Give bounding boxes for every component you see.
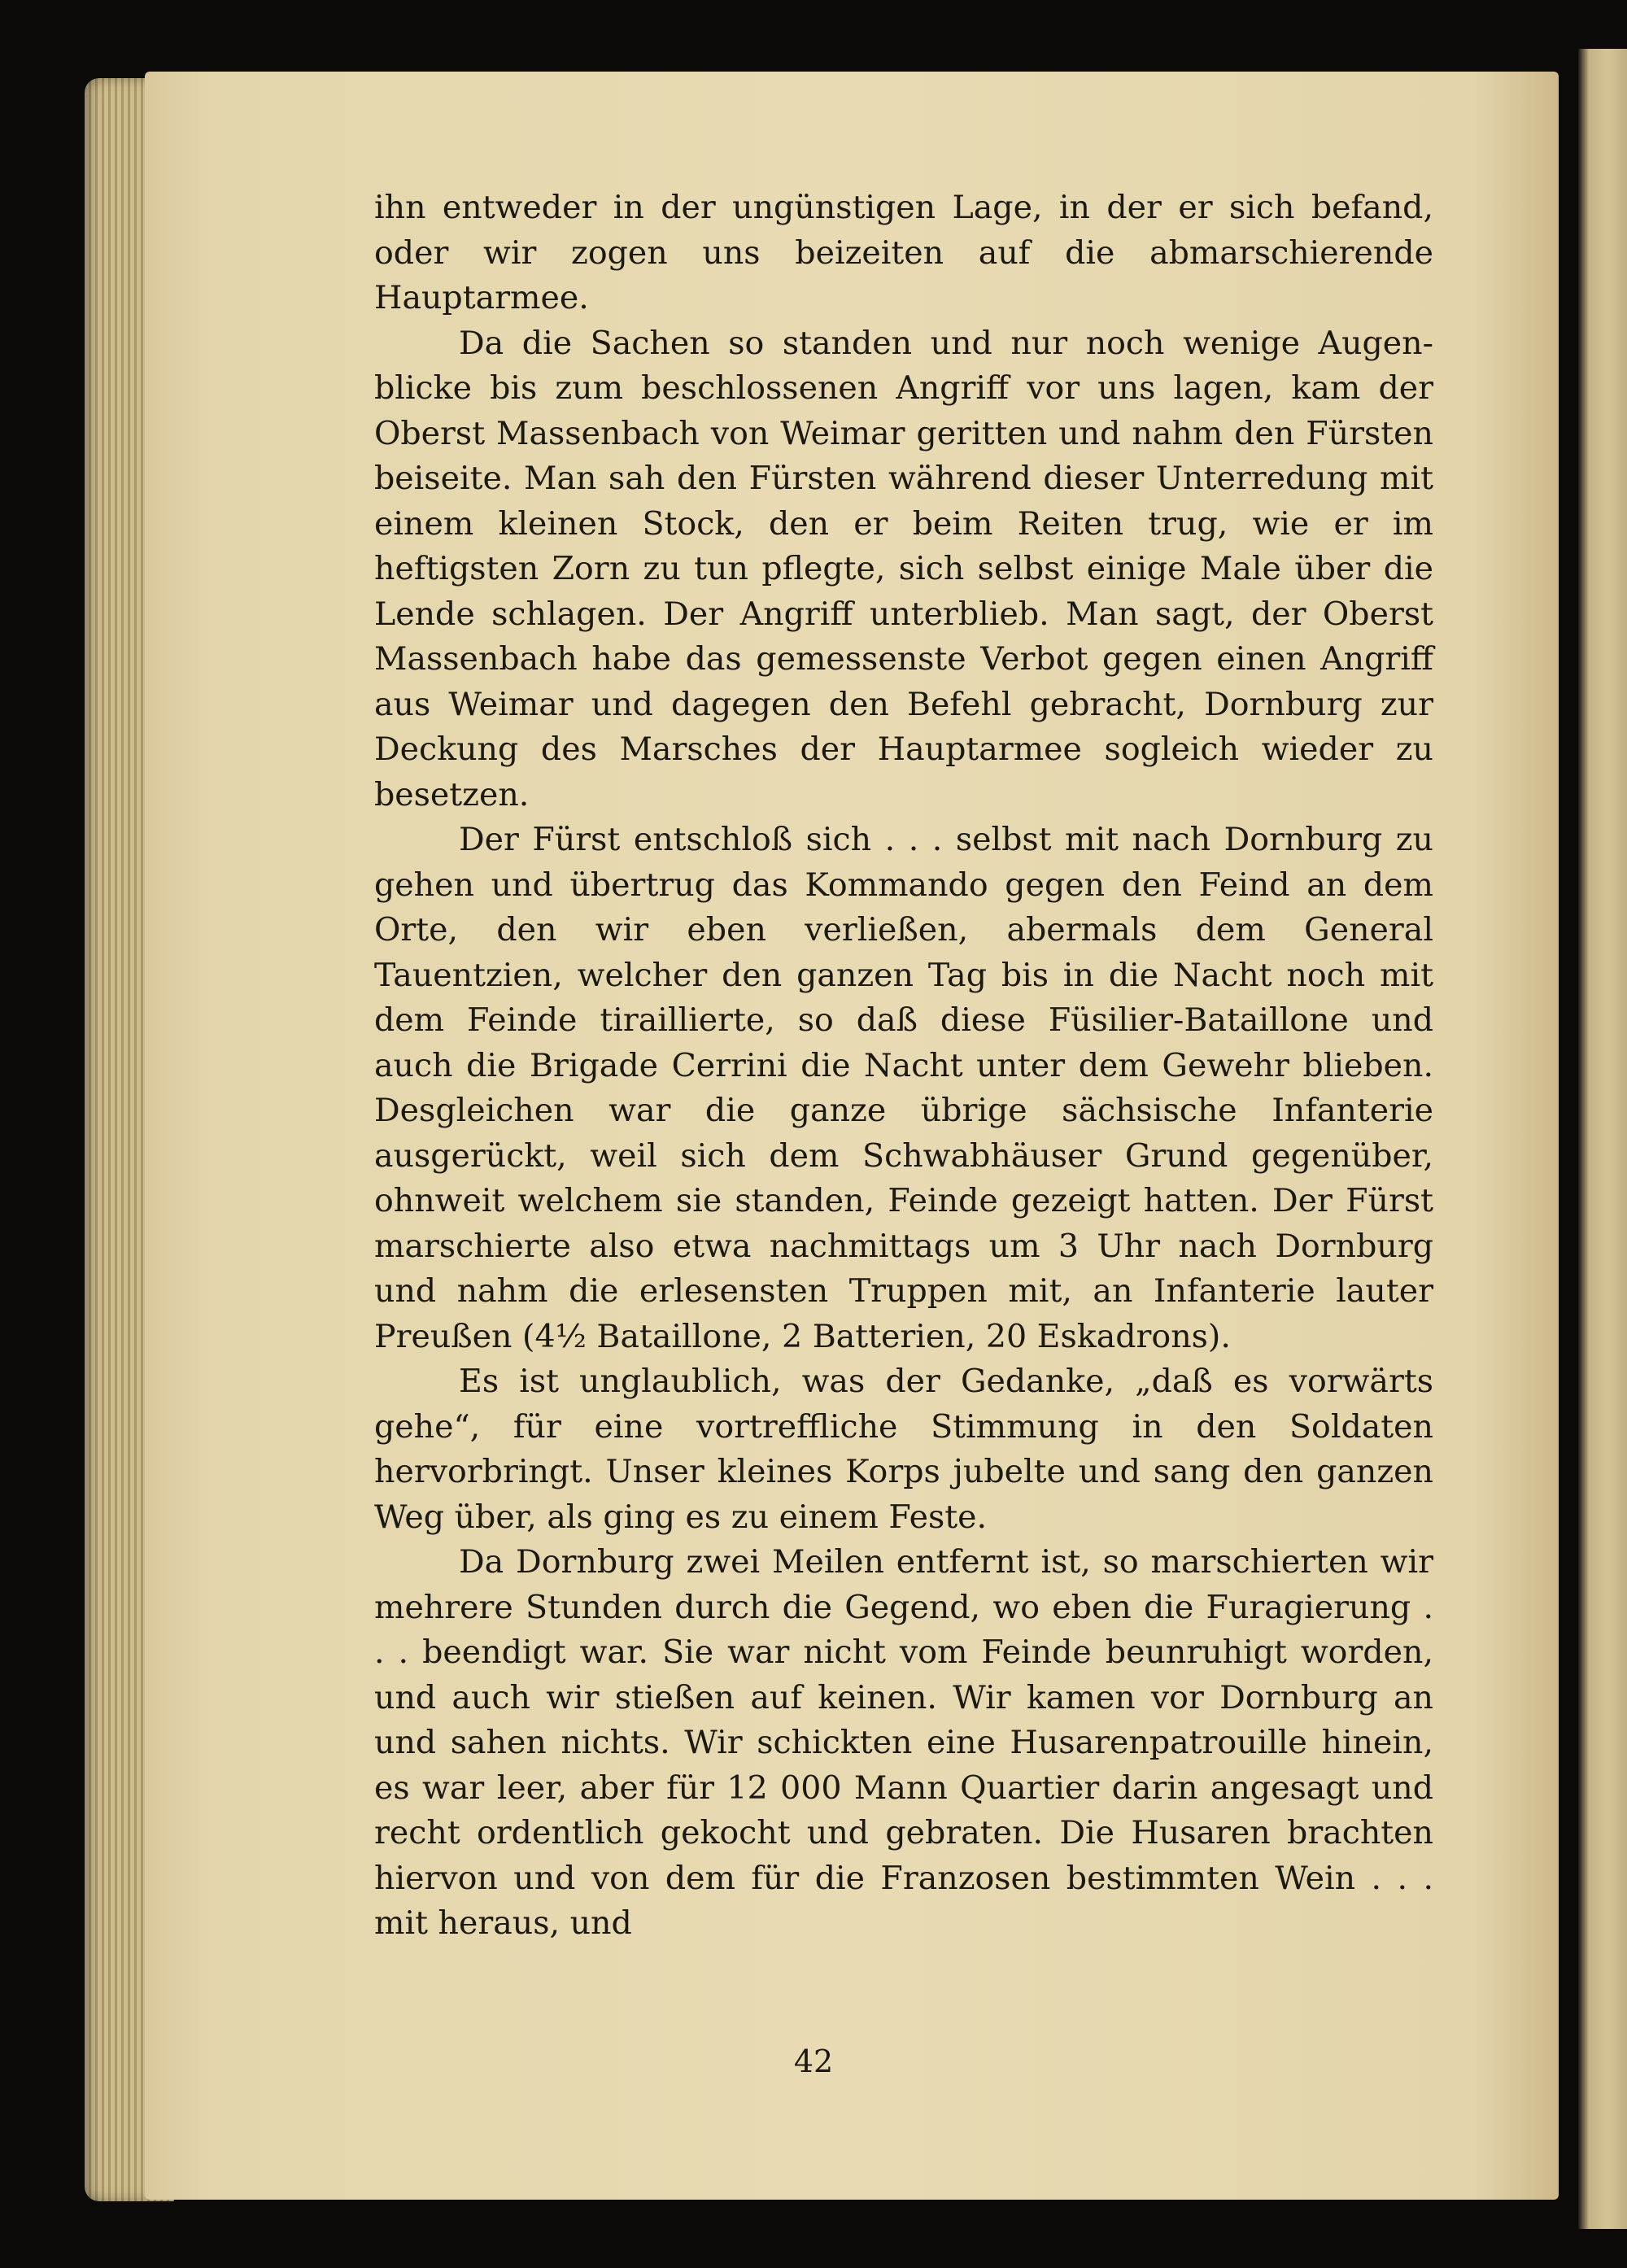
paragraph: Es ist unglaublich, was der Gedanke, „daß es vorwärts gehe“, für eine vortreffliche Stimmung in den Soldaten hervorbringt. Unser kleines Korps jubelte und sang den ganzen Weg über, als ging es zu einem Feste. <box>374 1363 1433 1536</box>
paragraph: Der Fürst entschloß sich . . . selbst mit nach Dornburg zu gehen und übertrug das Kommando gegen den Feind an dem Orte, den wir eben verließen, abermals dem General Tauentzien, welcher den ganzen Tag bis in die Nacht noch mit dem Feinde tiraillierte, so daß diese Füsilier-Bataillone und auch die Brigade Cerrini die Nacht unter dem Gewehr blieben. Desgleichen war die ganze übrige sächsische Infanterie ausgerückt, weil sich dem Schwabhäuser Grund gegenüber, ohnweit welchem sie standen, Feinde gezeigt hatten. Der Fürst marschierte also etwa nachmittags um 3 Uhr nach Dornburg und nahm die erlesensten Truppen mit, an Infanterie lauter Preußen (4½ Bataillone, 2 Batterien, 20 Eskadrons). <box>374 821 1433 1355</box>
next-page-edge <box>1578 49 1627 2229</box>
page-number: 42 <box>793 2043 834 2079</box>
paragraph-continuation: ihn entweder in der ungünstigen Lage, in der er sich befand, oder wir zogen uns beizeiten auf die abmarschierende Hauptarmee. <box>374 189 1433 316</box>
body-text <box>374 185 1433 1947</box>
paragraph: Da die Sachen so standen und nur noch wenige Augenblicke bis zum beschlossenen Angriff vor uns lagen, kam der Oberst Massenbach von Weimar geritten und nahm den Fürsten beiseite. Man sah den Fürsten während dieser Unterredung mit einem kleinen Stock, den er beim Reiten trug, wie er im heftigsten Zorn zu tun pflegte, sich selbst einige Male über die Lende schlagen. Der Angriff unterblieb. Man sagt, der Oberst Massenbach habe das gemessenste Verbot gegen einen Angriff aus Weimar und dagegen den Befehl gebracht, Dornburg zur Deckung des Marsches der Hauptarmee sogleich wieder zu besetzen. <box>374 324 1433 813</box>
paragraph: Da Dornburg zwei Meilen entfernt ist, so marschierten wir mehrere Stunden durch die Gegend, wo eben die Furagierung . . . beendigt war. Sie war nicht vom Feinde beunruhigt worden, und auch wir stießen auf keinen. Wir kamen vor Dornburg an und sahen nichts. Wir schickten eine Husarenpatrouille hinein, es war leer, aber für 12 000 Mann Quartier darin angesagt und recht ordentlich gekocht und gebraten. Die Husaren brachten hiervon und von dem für die Franzosen bestimmten Wein . . . mit heraus, und <box>374 1543 1433 1942</box>
